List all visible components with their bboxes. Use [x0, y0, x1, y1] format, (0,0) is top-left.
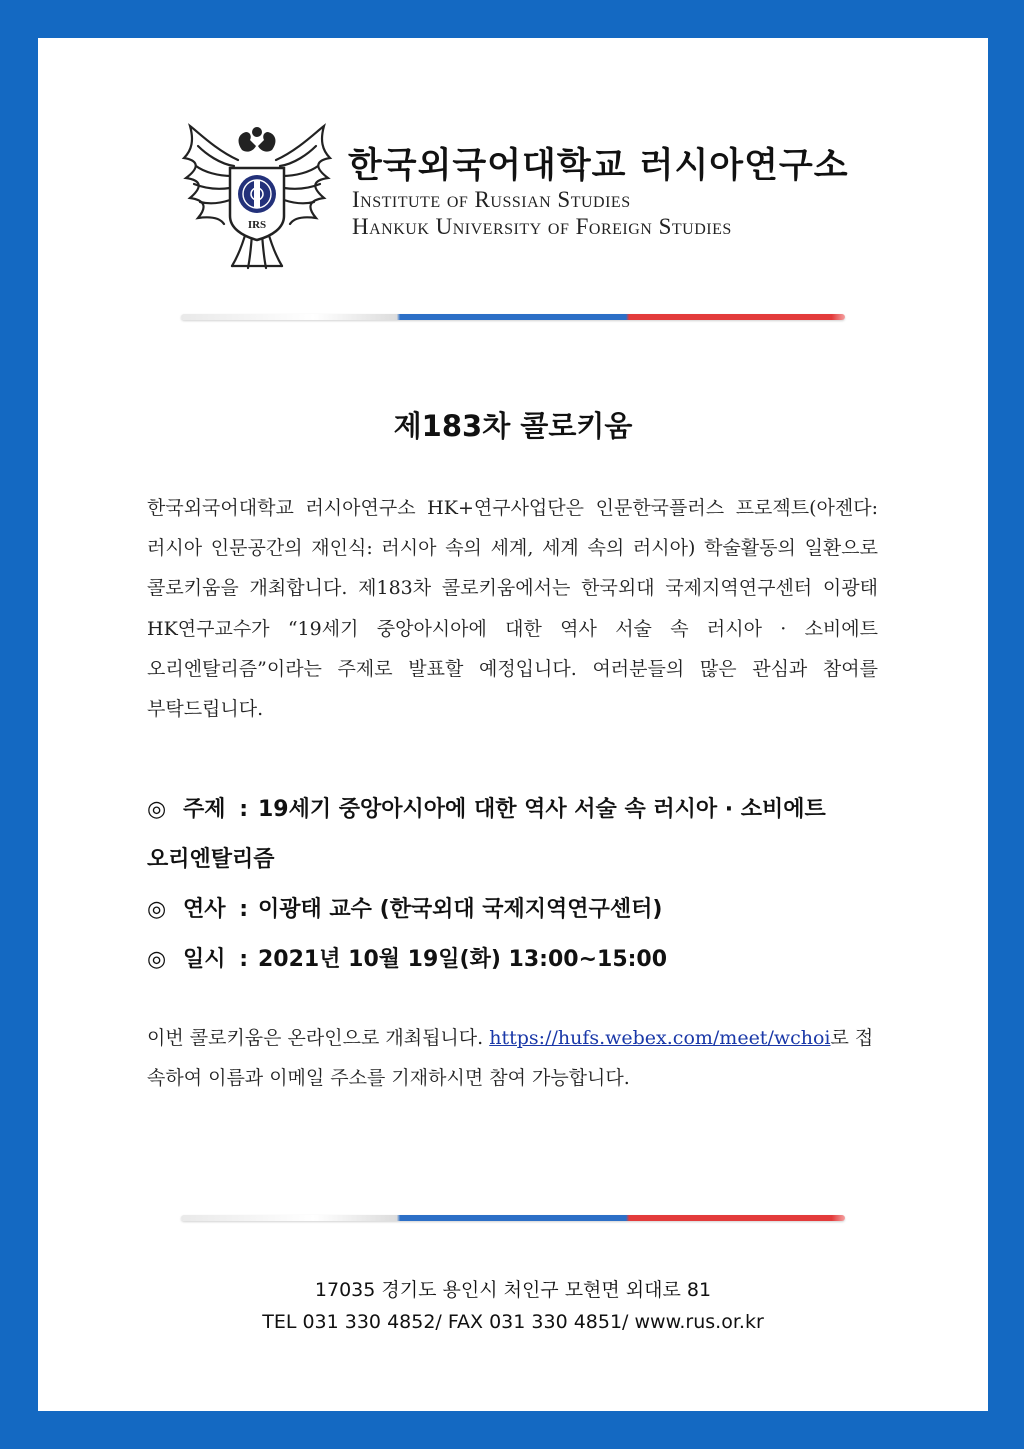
event-title: 제183차 콜로키움	[393, 409, 633, 443]
emblem-initials: IRS	[247, 219, 267, 231]
speaker-value: 이광태 교수 (한국외대 국제지역연구센터)	[258, 897, 663, 922]
topic-value-continued: 오리엔탈리즘	[147, 847, 275, 872]
tricolor-divider-bottom	[181, 1215, 845, 1221]
detail-topic	[147, 785, 887, 835]
bullet-mark: ◎	[147, 897, 167, 922]
footer-address: 17035 경기도 용인시 처인구 모현면 외대로 81	[314, 1279, 712, 1301]
detail-topic-continued	[147, 835, 887, 885]
detail-datetime	[147, 935, 887, 985]
bullet-mark: ◎	[147, 947, 167, 972]
institute-name-english: Institute of Russian Studies	[352, 187, 631, 212]
event-details	[147, 785, 887, 985]
bullet-mark: ◎	[147, 797, 167, 822]
tricolor-divider-top	[181, 314, 845, 320]
university-name-english: Hankuk University of Foreign Studies	[352, 214, 732, 239]
datetime-colon: :	[239, 947, 248, 972]
detail-speaker	[147, 885, 887, 935]
topic-label: 주제	[183, 797, 226, 822]
footer-contact: TEL 031 330 4852/ FAX 031 330 4851/ www.rus.or.kr	[262, 1311, 764, 1333]
speaker-label: 연사	[183, 897, 226, 922]
double-headed-eagle-emblem-icon	[176, 120, 338, 272]
event-intro-paragraph: 한국외국어대학교 러시아연구소 HK+연구사업단은 인문한국플러스 프로젝트(아젠다: 러시아 인문공간의 재인식: 러시아 속의 세계, 세계 속의 러시아) 학술활동의 일환으로 콜로키움을 개최합니다. 제183차 콜로키움에서는 한국외대 국제지역연구센터 이광태 HK연구교수가 “19세기 중앙아시아에 대한 역사 서술 속 러시아 · 소비에트 오리엔탈리즘”이라는 주제로 발표할 예정입니다. 여러분들의 많은 관심과 참여를 부탁드립니다.	[147, 497, 878, 721]
online-notice	[147, 1018, 882, 1098]
poster-page	[38, 38, 988, 1411]
online-notice-text: 이번 콜로키움은 온라인으로 개최됩니다.	[147, 1027, 490, 1049]
institute-header	[176, 120, 876, 280]
topic-value: 19세기 중앙아시아에 대한 역사 서술 속 러시아 · 소비에트	[258, 797, 826, 822]
speaker-colon: :	[239, 897, 248, 922]
online-notice-text-after: 로 접속하여 이름과 이메일 주소를 기재하시면 참여 가능합니다.	[147, 1027, 874, 1089]
topic-colon: :	[239, 797, 248, 822]
footer	[38, 1274, 988, 1338]
datetime-value: 2021년 10월 19일(화) 13:00~15:00	[258, 947, 668, 972]
webex-link[interactable]: https://hufs.webex.com/meet/wchoi	[489, 1027, 831, 1049]
institute-name-korean: 한국외국어대학교 러시아연구소	[348, 146, 849, 186]
datetime-label: 일시	[183, 947, 226, 972]
